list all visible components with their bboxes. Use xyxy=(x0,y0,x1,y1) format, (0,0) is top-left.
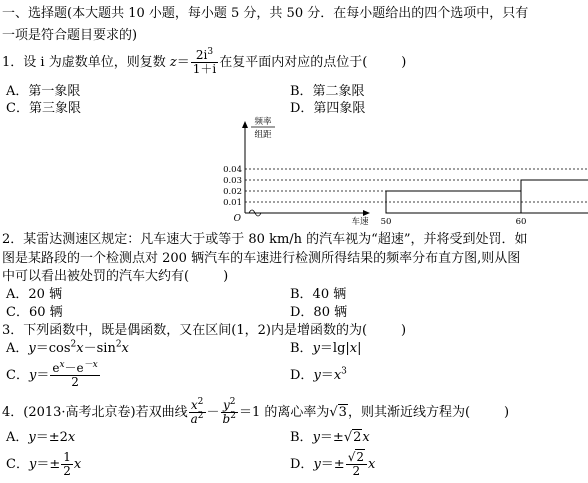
q4c-eq: ＝± xyxy=(36,457,61,472)
q1-close: ) xyxy=(401,55,407,70)
q4-sqrt-icon: √ xyxy=(329,405,338,420)
y-axis-arrow-icon xyxy=(242,121,248,128)
q4a-eq: ＝±2 xyxy=(35,430,68,445)
q1-option-d[interactable]: D．第四象限 xyxy=(290,101,366,116)
q3a-label: A． xyxy=(6,341,29,356)
q3d-eq: ＝ xyxy=(320,368,334,383)
x-axis-arrow-icon xyxy=(363,210,370,216)
q4-sqrt-val: 3 xyxy=(338,405,347,420)
question-2-line2: 图是某路段的一个检测点对 200 辆汽车的车速进行检测所得结果的频率分布直方图,则从图 xyxy=(2,251,521,266)
q3a-x2: x xyxy=(121,341,129,356)
q3d-x: x xyxy=(333,368,342,383)
y-label-bottom: 组距 xyxy=(254,130,272,140)
q3c-e2: －e xyxy=(64,361,84,375)
q4-minus: － xyxy=(206,405,220,420)
q4-f1-den: a xyxy=(190,412,198,426)
q4-f1-num-exp: 2 xyxy=(197,397,204,407)
q1-num-exp: 3 xyxy=(207,47,214,57)
q3d-exp: 3 xyxy=(341,366,347,377)
q3d-label: D． xyxy=(290,368,314,383)
q4-frac1 xyxy=(189,399,206,426)
y-tick-label: 0.04 xyxy=(223,165,242,175)
q4d-sqrt-val: 2 xyxy=(356,450,364,464)
q4-prefix: 4．(2013·高考北京卷)若双曲线 xyxy=(2,405,188,420)
q3a-cos: ＝cos xyxy=(35,341,71,356)
origin-label: O xyxy=(233,214,241,224)
q3a-lhs: y xyxy=(28,341,36,356)
q4-option-a[interactable] xyxy=(6,430,75,446)
q3b-lg: ＝lg| xyxy=(319,341,350,356)
y-tick-label: 0.01 xyxy=(223,198,242,208)
q4-option-d[interactable] xyxy=(290,450,375,480)
x-tick-label: 50 xyxy=(380,217,392,227)
q3a-x1: x xyxy=(76,341,84,356)
x-label: 车速 xyxy=(351,217,369,227)
q3-option-d[interactable] xyxy=(290,368,347,384)
q3b-x: x xyxy=(349,341,358,356)
q2-line3-text: 中可以看出被处罚的汽车大约有( xyxy=(2,269,190,284)
q1-option-b[interactable]: B．第二象限 xyxy=(290,84,365,99)
q2-option-d[interactable]: D．80 辆 xyxy=(290,305,348,320)
q4b-label: B． xyxy=(290,430,313,445)
q1-num: 2i xyxy=(195,48,208,62)
q3d-lhs: y xyxy=(313,368,321,383)
q4a-x: x xyxy=(67,430,76,445)
q4-f2-den: b xyxy=(222,412,231,426)
q3c-e1: e xyxy=(52,361,60,375)
section-header-line1: 一、选择题(本大题共 10 小题，每小题 5 分，共 50 分．在每小题给出的四个选项中，只有 xyxy=(2,6,529,21)
q2-option-a[interactable]: A．20 辆 xyxy=(6,287,63,302)
q3-text: 3．下列函数中，既是偶函数，又在区间(1，2)内是增函数的为( xyxy=(2,323,368,338)
q4a-label: A． xyxy=(6,430,29,445)
section-header-line2: 一项是符合题目要求的) xyxy=(2,28,138,43)
q2-option-c[interactable]: C．60 辆 xyxy=(6,305,63,320)
q3-option-a[interactable]: A．$y=\cos^2x-\sin^2x$ xyxy=(6,339,129,356)
x-tick-label: 60 xyxy=(515,217,527,227)
q3c-fraction xyxy=(50,362,99,389)
q4a-lhs: y xyxy=(28,430,36,445)
q1-option-a[interactable]: A．第一象限 xyxy=(6,84,81,99)
q4-f2-num: y xyxy=(223,398,230,412)
q4-suffix: ，则其渐近线方程为( xyxy=(347,405,471,420)
q1-den: 1＋i xyxy=(192,62,217,76)
q2-option-b[interactable]: B．40 辆 xyxy=(290,287,347,302)
q3c-den: 2 xyxy=(71,375,79,389)
q4d-sqrt-icon: √ xyxy=(347,450,356,464)
q4-option-b[interactable] xyxy=(290,430,370,446)
q4-f2-num-exp: 2 xyxy=(229,397,236,407)
q4c-label: C． xyxy=(6,457,29,472)
q4d-label: D． xyxy=(290,457,314,472)
q4-option-c[interactable] xyxy=(6,450,81,480)
q4b-lhs: y xyxy=(312,430,320,445)
q3b-lhs: y xyxy=(312,341,320,356)
q1-fraction xyxy=(191,49,218,76)
q4c-num: 1 xyxy=(63,450,71,464)
q4-f1-den-exp: 2 xyxy=(197,411,204,421)
q4-close: ) xyxy=(504,405,510,420)
q1-prefix: 1．设 i 为虚数单位，则复数 xyxy=(2,55,170,70)
q3a-sin: －sin xyxy=(83,341,116,356)
question-1-stem xyxy=(2,49,406,77)
q1-var: z xyxy=(169,55,177,70)
q3-option-c[interactable] xyxy=(6,361,101,391)
q4c-x: x xyxy=(73,457,82,472)
q4d-x: x xyxy=(368,457,376,472)
histogram-bar xyxy=(521,180,588,213)
q3c-lhs: y xyxy=(28,368,37,383)
q3-option-b[interactable] xyxy=(290,341,362,357)
q4-mid: ＝1 的离心率为 xyxy=(238,405,330,420)
q4d-lhs: y xyxy=(313,457,321,472)
q4-f2-den-exp: 2 xyxy=(230,411,236,421)
q4-f1-num: x xyxy=(190,398,198,412)
q3c-exp1: x xyxy=(59,360,65,370)
q4-frac2 xyxy=(221,399,238,426)
q4b-sqrt-val: 2 xyxy=(353,430,362,445)
q1-eq: ＝ xyxy=(176,55,190,70)
question-3-stem xyxy=(2,323,406,339)
q3b-end: | xyxy=(357,341,362,356)
question-2-line1: 2．某雷达测速区规定：凡车速大于或等于 80 km/h 的汽车视为“超速”，并将受到处罚．如 xyxy=(2,232,528,247)
q4d-fraction xyxy=(346,451,367,478)
question-4-stem xyxy=(2,398,509,428)
question-2-line3 xyxy=(2,269,228,285)
q3-close: ) xyxy=(401,323,407,338)
q3c-exp2: －x xyxy=(83,360,98,370)
q3b-label: B． xyxy=(290,341,313,356)
q3c-label: C． xyxy=(6,368,29,383)
q1-option-c[interactable]: C．第三象限 xyxy=(6,101,81,116)
q4c-fraction xyxy=(61,451,73,478)
y-label-top: 频率 xyxy=(254,117,272,127)
q4b-sqrt-icon: √ xyxy=(343,430,353,445)
y-tick-label: 0.02 xyxy=(223,187,242,197)
q4d-den: 2 xyxy=(352,464,361,478)
q4c-den: 2 xyxy=(63,464,71,478)
q1-suffix: 在复平面内对应的点位于( xyxy=(219,55,368,70)
q2-close: ) xyxy=(223,269,229,284)
frequency-histogram xyxy=(212,115,527,227)
q3c-eq: ＝ xyxy=(36,368,50,383)
q4b-eq: ＝± xyxy=(319,430,344,445)
y-tick-label: 0.03 xyxy=(223,176,242,186)
q4b-x: x xyxy=(362,430,370,445)
q4c-lhs: y xyxy=(28,457,37,472)
q4d-eq: ＝± xyxy=(320,457,345,472)
